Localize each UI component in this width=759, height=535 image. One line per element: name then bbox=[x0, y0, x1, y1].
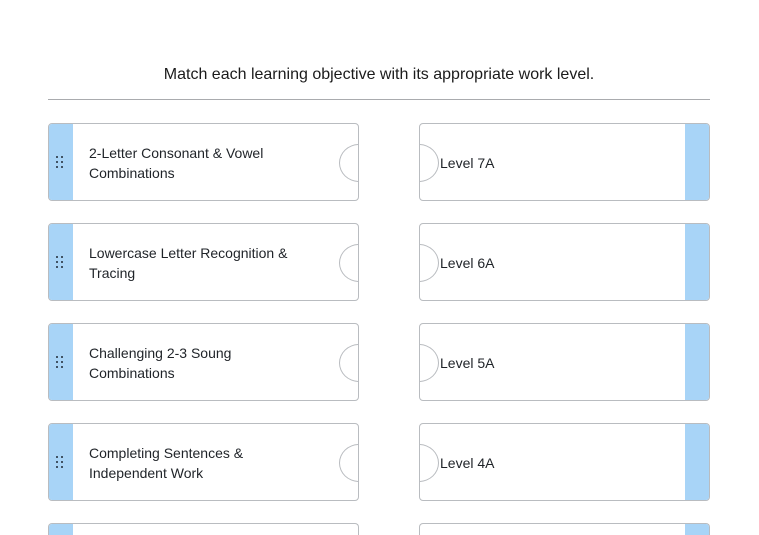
level-label: Level 6A bbox=[440, 255, 495, 271]
drag-handle[interactable] bbox=[49, 224, 73, 300]
level-label: Level 4A bbox=[440, 455, 495, 471]
objective-label: Completing Sentences & Independent Work bbox=[89, 445, 244, 481]
level-accent-strip bbox=[685, 424, 709, 500]
drag-dots-icon bbox=[56, 356, 66, 370]
puzzle-connector bbox=[419, 444, 439, 482]
puzzle-connector bbox=[339, 344, 359, 382]
level-card[interactable] bbox=[419, 423, 710, 501]
puzzle-connector bbox=[419, 344, 439, 382]
level-label: Level 5A bbox=[440, 355, 495, 371]
level-label: Level 7A bbox=[440, 155, 495, 171]
level-card[interactable] bbox=[419, 223, 710, 301]
level-accent-strip bbox=[685, 324, 709, 400]
drag-handle[interactable] bbox=[49, 324, 73, 400]
level-card[interactable] bbox=[419, 323, 710, 401]
objective-card[interactable] bbox=[48, 223, 359, 301]
drag-dots-icon bbox=[56, 256, 66, 270]
level-accent-strip bbox=[685, 224, 709, 300]
level-accent-strip bbox=[685, 524, 709, 535]
puzzle-connector bbox=[339, 444, 359, 482]
puzzle-connector bbox=[419, 244, 439, 282]
drag-handle[interactable] bbox=[49, 124, 73, 200]
level-card[interactable] bbox=[419, 123, 710, 201]
objective-card[interactable] bbox=[48, 323, 359, 401]
puzzle-connector bbox=[339, 144, 359, 182]
drag-handle[interactable] bbox=[49, 424, 73, 500]
instructions-text: Match each learning objective with its appropriate work level. bbox=[163, 66, 595, 83]
objective-card[interactable] bbox=[48, 123, 359, 201]
drag-dots-icon bbox=[56, 156, 66, 170]
level-card[interactable] bbox=[419, 523, 710, 535]
puzzle-connector bbox=[419, 144, 439, 182]
objective-card[interactable] bbox=[48, 423, 359, 501]
drag-dots-icon bbox=[56, 456, 66, 470]
objective-label: 2-Letter Consonant & Vowel Combinations bbox=[89, 145, 264, 181]
puzzle-connector bbox=[339, 244, 359, 282]
level-accent-strip bbox=[685, 124, 709, 200]
objective-label: Challenging 2-3 Soung Combinations bbox=[89, 345, 232, 381]
drag-handle[interactable] bbox=[49, 524, 73, 535]
objective-label: Lowercase Letter Recognition & Tracing bbox=[89, 245, 288, 281]
objective-card[interactable] bbox=[48, 523, 359, 535]
